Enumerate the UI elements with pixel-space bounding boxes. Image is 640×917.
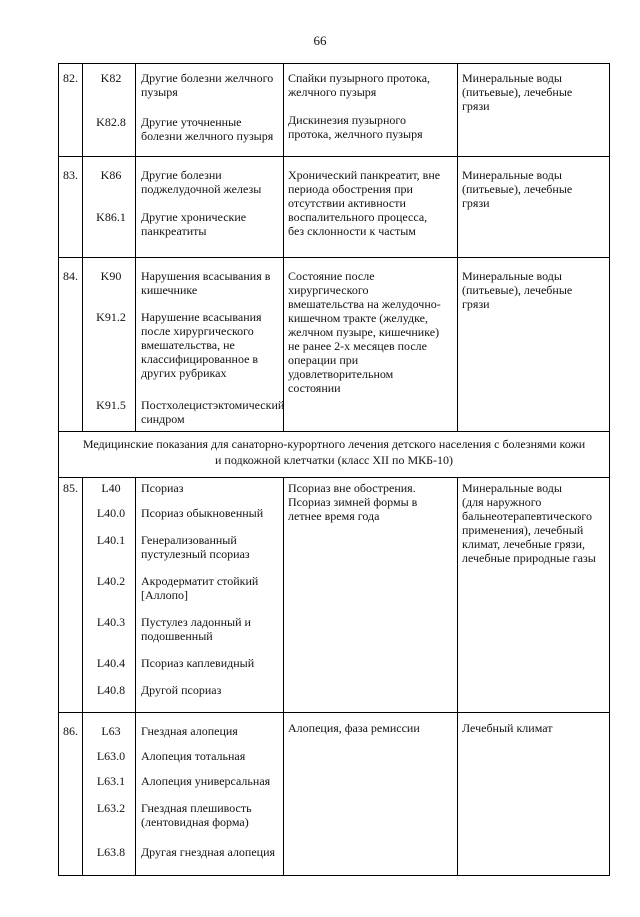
icd-code: L40 — [101, 481, 121, 495]
disease-name: Другие болезни желчного пузыря — [141, 71, 274, 99]
disease-name: Постхолецистэктомический синдром — [141, 398, 285, 426]
page-number: 66 — [313, 33, 327, 48]
section-header-line-1: Медицинские показания для санаторно-курортного лечения детского населения с болезнями кожи — [82, 437, 586, 451]
disease-name: Другие хронические панкреатиты — [141, 210, 247, 238]
col-divider — [457, 64, 458, 431]
row-divider — [59, 712, 609, 713]
therapeutic-factors: Минеральные воды (питьевые), лечебные грязи — [462, 168, 573, 210]
icd-code: L40.8 — [96, 683, 126, 697]
row-divider — [59, 257, 609, 258]
disease-name: Псориаз обыкновенный — [141, 506, 264, 520]
col-divider — [82, 477, 83, 875]
row-number: 83. — [63, 168, 78, 182]
disease-name: Акродерматит стойкий [Аллопо] — [141, 574, 259, 602]
disease-name: Алопеция универсальная — [141, 774, 271, 788]
icd-code: L63.1 — [96, 774, 126, 788]
disease-name: Алопеция тотальная — [141, 749, 246, 763]
disease-name: Другой псориаз — [141, 683, 222, 697]
therapeutic-factors: Минеральные воды (питьевые), лечебные грязи — [462, 269, 573, 311]
icd-code: L40.4 — [96, 656, 126, 670]
icd-code: K86.1 — [96, 210, 126, 224]
icd-code: K91.5 — [96, 398, 126, 412]
icd-code: L63 — [101, 724, 121, 738]
disease-name: Гнездная плешивость (лентовидная форма) — [141, 801, 252, 829]
indication-conditions: Состояние после хирургического вмешательства на желудочно- кишечном тракте (желудке, желчном пузыре, кишечнике) не ранее 2-х месяцев после операции при удовлетворительном состоянии — [288, 269, 441, 395]
icd-code: L63.2 — [96, 801, 126, 815]
row-number: 84. — [63, 269, 78, 283]
disease-name: Нарушение всасывания после хирургического вмешательства, не классифицированное в других рубриках — [141, 310, 262, 380]
disease-name: Другая гнездная алопеция — [141, 845, 276, 859]
disease-name: Псориаз каплевидный — [141, 656, 255, 670]
col-divider — [457, 477, 458, 875]
col-divider — [135, 64, 136, 431]
icd-code: K91.2 — [96, 310, 126, 324]
disease-name: Другие уточненные болезни желчного пузыря — [141, 115, 274, 143]
col-divider — [283, 64, 284, 431]
section-header-line-2: и подкожной клетчатки (класс XII по МКБ-10) — [214, 453, 454, 467]
icd-code: L40.3 — [96, 615, 126, 629]
indications-table — [58, 63, 610, 876]
row-number: 82. — [63, 71, 78, 85]
therapeutic-factors: Минеральные воды (питьевые), лечебные грязи — [462, 71, 573, 113]
row-divider — [59, 477, 609, 478]
row-number: 86. — [63, 724, 78, 738]
icd-code: L40.0 — [96, 506, 126, 520]
disease-name: Пустулез ладонный и подошвенный — [141, 615, 251, 643]
row-number: 85. — [63, 481, 78, 495]
icd-code: L63.8 — [96, 845, 126, 859]
icd-code: K86 — [100, 168, 122, 182]
row-divider — [59, 431, 609, 432]
icd-code: L40.1 — [96, 533, 126, 547]
icd-code: K82.8 — [96, 115, 126, 129]
col-divider — [82, 64, 83, 431]
disease-name: Гнездная алопеция — [141, 724, 238, 738]
indication-conditions: Алопеция, фаза ремиссии — [288, 721, 420, 735]
icd-code: K90 — [100, 269, 122, 283]
indication-conditions: Спайки пузырного протока, желчного пузыря Дискинезия пузырного протока, желчного пузыря — [288, 71, 431, 141]
col-divider — [283, 477, 284, 875]
disease-name: Псориаз — [141, 481, 184, 495]
icd-code: L63.0 — [96, 749, 126, 763]
disease-name: Нарушения всасывания в кишечнике — [141, 269, 271, 297]
icd-code: L40.2 — [96, 574, 126, 588]
disease-name: Генерализованный пустулезный псориаз — [141, 533, 250, 561]
disease-name: Другие болезни поджелудочной железы — [141, 168, 262, 196]
col-divider — [135, 477, 136, 875]
therapeutic-factors: Лечебный климат — [462, 721, 553, 735]
indication-conditions: Псориаз вне обострения. Псориаз зимней формы в летнее время года — [288, 481, 418, 523]
icd-code: K82 — [100, 71, 122, 85]
therapeutic-factors: Минеральные воды (для наружного бальнеотерапевтического применения), лечебный климат, лечебные грязи, лечебные природные газы — [462, 481, 596, 565]
indication-conditions: Хронический панкреатит, вне периода обострения при отсутствии активности воспалительного процесса, без склонности к частым — [288, 168, 441, 238]
row-divider — [59, 156, 609, 157]
